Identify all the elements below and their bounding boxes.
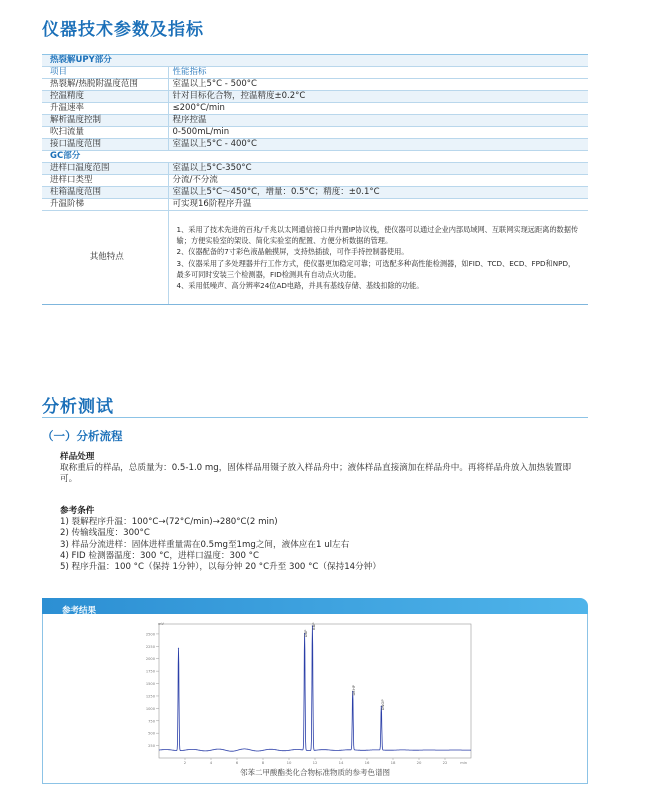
peak-label: DNOP [379,699,385,711]
y-axis-label: mV [158,622,164,626]
gc-section-title: GC部分 [42,151,588,163]
conditions-block [60,506,588,573]
peak-apex [178,648,179,649]
subsection-title: （一）分析流程 [42,429,123,443]
row-value: 针对目标化合物，控温精度±0.2°C [168,91,588,103]
row-label: 接口温度范围 [42,139,168,151]
feature-item: 4、采用低噪声、高分辨率24位AD电路，并具有基线存储、基线扣除的功能。 [176,281,424,291]
y-tick-label: 2000 [145,657,155,662]
row-label: 解析温度控制 [42,115,168,127]
row-value: 室温以上5°C～450°C，增量：0.5°C；精度：±0.1°C [168,187,588,199]
row-value: 分流/不分流 [168,175,588,187]
y-tick-label: 1000 [145,706,155,711]
row-label: 吹扫流量 [42,127,168,139]
row-label: 升温阶梯 [42,199,168,211]
y-tick-label: 2250 [145,644,155,649]
x-tick-label: 4 [209,760,213,765]
x-tick-label: 18 [390,760,396,765]
y-tick-label: 2500 [145,632,155,637]
spec-table [42,55,588,305]
x-tick-label: 20 [416,760,422,765]
y-tick-label: 750 [148,719,155,724]
header-item: 项目 [42,67,168,79]
chromatogram [43,618,587,770]
section-title-specs: 仪器技术参数及指标 [42,20,204,40]
x-tick-label: 10 [286,760,292,765]
x-axis-label: min [460,761,467,765]
peak-label: BBP [310,622,316,630]
x-tick-label: 2 [183,760,187,765]
row-value: 0-500mL/min [168,127,588,139]
row-label: 进样口温度范围 [42,163,168,175]
features-list [168,211,588,305]
peak-label: DEHP [351,685,357,696]
header-spec: 性能指标 [168,67,588,79]
x-tick-label: 6 [235,760,239,765]
y-tick-label: 1750 [145,669,155,674]
row-label: 柱箱温度范围 [42,187,168,199]
condition-item: 4) FID 检测器温度：300 °C，进样口温度：300 °C [60,550,259,561]
x-tick-label: 14 [338,760,344,765]
peak-label: DBP [303,629,309,638]
row-value: 室温以上5°C - 500°C [168,79,588,91]
results-header-bar [42,598,588,614]
y-tick-label: 1500 [145,682,155,687]
condition-item: 1) 裂解程序升温：100°C→(72°C/min)→280°C(2 min) [60,517,278,528]
chart-caption: 邻苯二甲酸酯类化合物标准物质的参考色谱图 [240,768,390,777]
feature-item: 1、采用了技术先进的百兆/千兆以太网通信接口并内置IP协议栈，使仪器可以通过企业内部局域网、互联网实现远距离的数据传输；方便实验室的架设、简化实验室的配置、方便分析数据的管理。 [176,224,579,245]
features-label: 其他特点 [42,211,168,305]
y-tick-label: 500 [148,731,155,736]
results-box [42,614,588,784]
y-tick-label: 250 [148,744,155,749]
x-tick-label: 16 [364,760,370,765]
plot-frame [159,624,471,758]
sample-block [60,452,588,486]
row-label: 热裂解/热脱附温度范围 [42,79,168,91]
condition-item: 3) 样品分流进样：固体进样重量需在0.5mg至1mg之间，液体应在1 ul左右 [60,539,350,550]
row-label: 升温速率 [42,103,168,115]
row-label: 进样口类型 [42,175,168,187]
condition-item: 2) 传输线温度：300°C [60,528,150,539]
row-value: 室温以上5°C - 400°C [168,139,588,151]
row-label: 控温精度 [42,91,168,103]
row-value: 室温以上5°C-350°C [168,163,588,175]
row-value: 程序控温 [168,115,588,127]
y-tick-label: 1250 [145,694,155,699]
row-value: ≤200°C/min [168,103,588,115]
row-value: 可实现16阶程序升温 [168,199,588,211]
pyrolysis-section-title: 热裂解UPY部分 [42,55,588,67]
x-tick-label: 8 [261,760,265,765]
divider [42,417,588,418]
condition-item: 5) 程序升温：100 °C（保持 1分钟），以每分钟 20 °C升至 300 °C（保持14分钟） [60,562,381,573]
section-title-analysis: 分析测试 [42,397,114,417]
x-tick-label: 22 [442,760,448,765]
feature-item: 2、仪器配备的7寸彩色液晶触摸屏，支持热插拔，可作手持控制器使用。 [176,247,409,257]
conditions-title: 参考条件 [60,506,95,516]
sample-title: 样品处理 [60,452,95,462]
feature-item: 3、仪器采用了多处理器并行工作方式，使仪器更加稳定可靠；可选配多种高性能检测器，如FID、TCD、ECD、FPD和NPD，最多可同时安装三个检测器，FID检测具有自动点火功能。 [176,258,576,279]
x-tick-label: 12 [312,760,318,765]
sample-text: 取称重后的样品，总质量为：0.5-1.0 mg，固体样品用镊子放入样品舟中；液体样品直接滴加在样品舟中。再将样品舟放入加热装置即可。 [60,463,572,485]
results-title: 参考结果 [62,606,97,616]
